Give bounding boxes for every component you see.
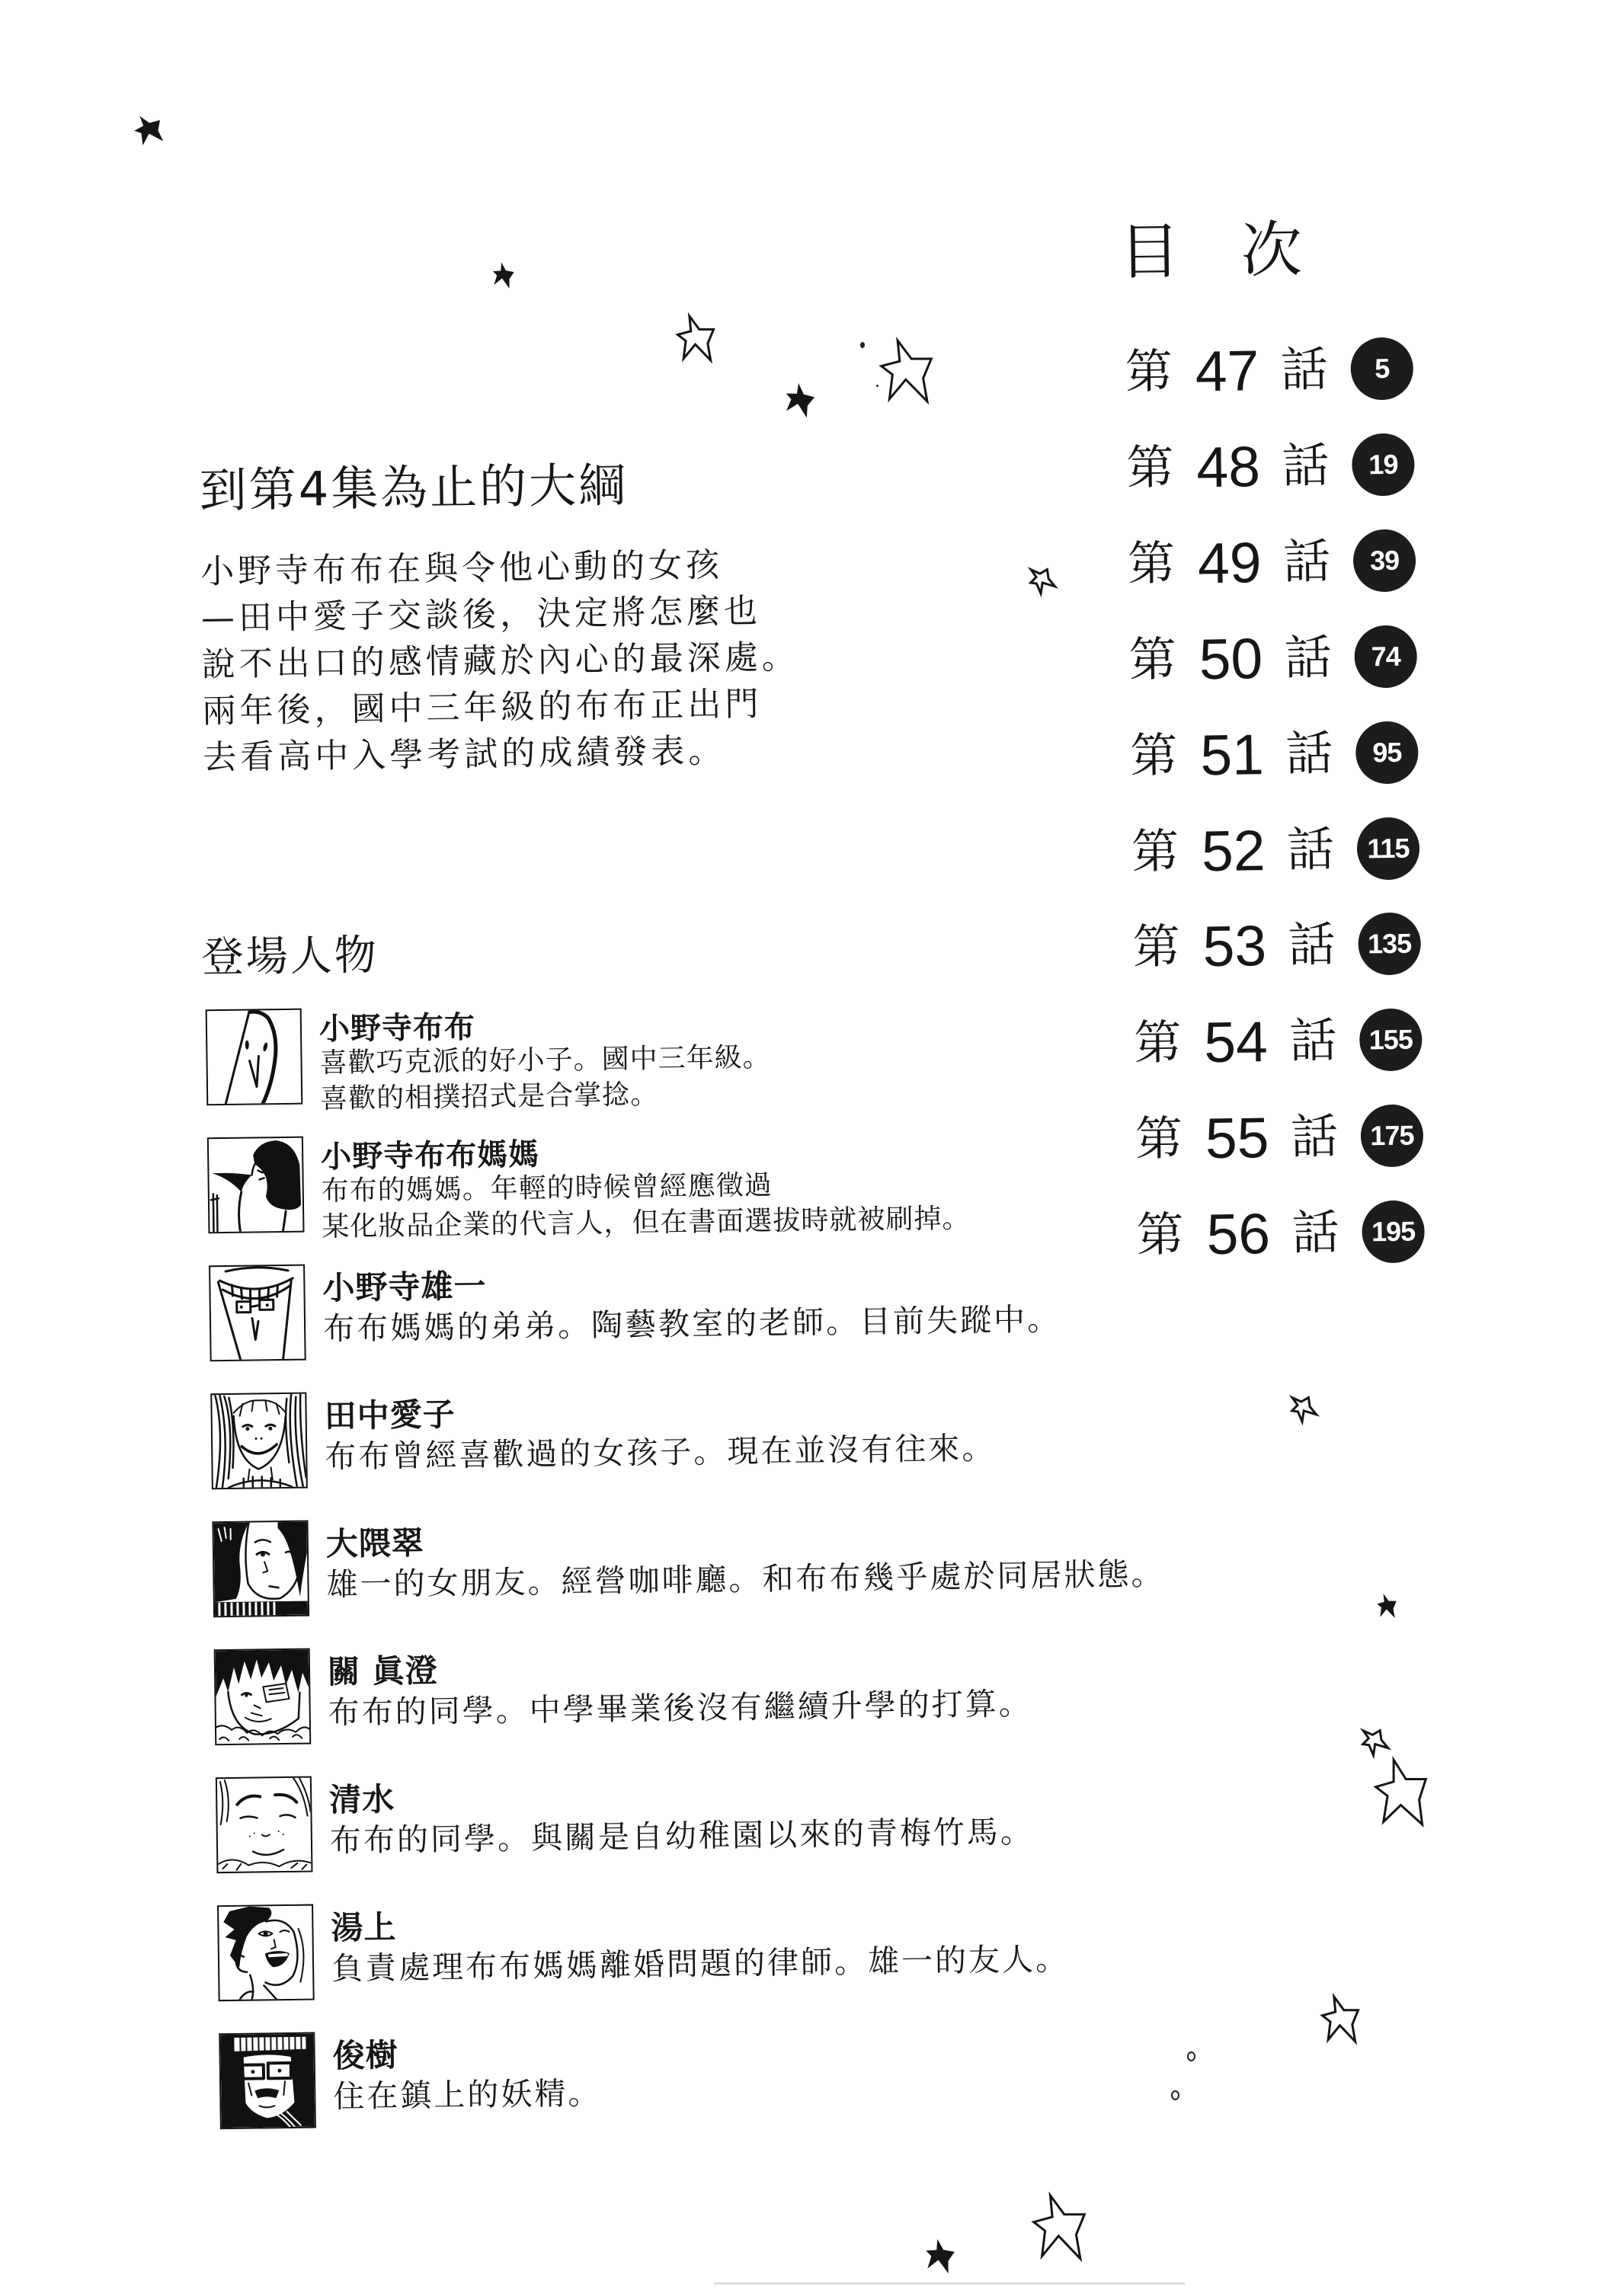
chapter-number: 53	[1202, 913, 1267, 979]
portrait-shimizu	[216, 1776, 313, 1874]
toc-entry	[1117, 334, 1423, 406]
toc-entry	[1119, 430, 1424, 502]
page-number-badge: 74	[1354, 625, 1417, 688]
chapter-prefix: 第	[1131, 823, 1179, 880]
chapter-suffix: 話	[1286, 820, 1335, 878]
page-number-badge: 95	[1355, 721, 1419, 784]
page-number-badge: 115	[1356, 817, 1419, 880]
page-number-badge: 5	[1350, 337, 1413, 400]
character-name: 小野寺布布媽媽	[320, 1137, 540, 1175]
toc-entry	[1127, 1101, 1432, 1173]
page-number-badge: 155	[1359, 1008, 1423, 1071]
chapter-suffix: 話	[1285, 724, 1333, 782]
chapter-number: 54	[1203, 1009, 1269, 1075]
cast-heading: 登場人物	[201, 930, 379, 982]
toc-entry	[1128, 1197, 1434, 1269]
page-number-badge: 19	[1352, 433, 1415, 496]
character-name: 清水	[328, 1780, 395, 1819]
summary-line: —田中愛子交談後，決定將怎麼也	[200, 591, 762, 638]
chapter-suffix: 話	[1291, 1204, 1340, 1261]
character-entry	[214, 1635, 1359, 1757]
character-name: 俊樹	[332, 2036, 398, 2075]
page-number-badge: 175	[1360, 1104, 1423, 1167]
chapter-number: 47	[1195, 338, 1259, 404]
character-name: 田中愛子	[324, 1396, 456, 1435]
chapter-suffix: 話	[1288, 1012, 1337, 1069]
description-line: 布布曾經喜歡過的女孩子。現在並沒有往來。	[325, 1429, 996, 1476]
description-line: 喜歡巧克派的好小子。國中三年級。	[319, 1041, 771, 1079]
chapter-prefix: 第	[1135, 1110, 1183, 1167]
page-number-badge: 135	[1358, 912, 1421, 975]
summary-line: 說不出口的感情藏於內心的最深處。	[201, 638, 799, 685]
character-entry	[210, 1379, 1355, 1501]
page-number-badge: 195	[1362, 1200, 1425, 1263]
chapter-suffix: 話	[1288, 916, 1336, 973]
character-entry	[209, 1251, 1353, 1373]
character-description	[319, 1040, 771, 1118]
portrait-bubu-mother	[207, 1137, 305, 1234]
character-entry	[216, 1763, 1360, 1885]
chapter-number: 51	[1199, 722, 1265, 788]
toc-entry	[1121, 622, 1426, 694]
toc-entry	[1125, 909, 1430, 981]
portrait-toshiki	[219, 2032, 316, 2130]
character-name: 湯上	[331, 1908, 397, 1947]
chapter-number: 55	[1205, 1105, 1269, 1171]
description-line: 某化妝品企業的代言人，但在書面選拔時就被刷掉。	[322, 1203, 971, 1243]
chapter-prefix: 第	[1128, 631, 1177, 688]
character-description	[323, 1300, 1061, 1348]
character-name: 大隈翠	[325, 1524, 425, 1563]
character-entry	[212, 1507, 1356, 1629]
summary-line: 去看高中入學考試的成績發表。	[202, 731, 726, 778]
chapter-number: 48	[1195, 434, 1261, 500]
character-name: 關 眞澄	[327, 1652, 438, 1691]
description-line: 雄一的女朋友。經營咖啡廳。和布布幾乎處於同居狀態。	[326, 1555, 1165, 1604]
character-entry	[217, 1891, 1362, 2013]
page-number-badge: 39	[1353, 529, 1416, 592]
chapter-number: 50	[1199, 626, 1263, 692]
description-line: 住在鎮上的妖精。	[333, 2074, 602, 2115]
toc-entry	[1122, 718, 1428, 790]
chapter-suffix: 話	[1282, 532, 1331, 590]
character-description	[328, 1684, 1032, 1732]
description-line: 布布的同學。中學畢業後沒有繼續升學的打算。	[328, 1685, 1032, 1732]
chapter-suffix: 話	[1281, 436, 1330, 494]
description-line: 布布的同學。與關是自幼稚園以來的青梅竹馬。	[329, 1813, 1035, 1860]
chapter-prefix: 第	[1125, 439, 1174, 496]
chapter-number: 49	[1197, 530, 1263, 596]
portrait-ozumi-midori	[212, 1521, 309, 1618]
chapter-prefix: 第	[1127, 535, 1176, 592]
chapter-suffix: 話	[1290, 1108, 1339, 1165]
portrait-onodera-yuichi	[209, 1265, 306, 1362]
summary-line: 兩年後，國中三年級的布布正出門	[202, 684, 763, 731]
character-entry	[219, 2019, 1363, 2141]
portrait-onodera-bubu	[206, 1009, 303, 1106]
summary-heading: 到第4集為止的大綱	[199, 456, 629, 519]
description-line: 布布的媽媽。年輕的時候曾經應徵過	[321, 1169, 773, 1207]
toc-entry	[1120, 526, 1426, 598]
character-description	[325, 1429, 996, 1476]
chapter-prefix: 第	[1136, 1206, 1185, 1263]
character-description	[333, 2074, 602, 2116]
description-line: 喜歡的相撲招式是合掌捻。	[319, 1079, 659, 1115]
chapter-prefix: 第	[1132, 918, 1181, 975]
portrait-tanaka-aiko	[210, 1393, 308, 1490]
character-name: 小野寺雄一	[322, 1267, 487, 1307]
character-description	[330, 1812, 1035, 1860]
chapter-number: 56	[1206, 1201, 1271, 1267]
chapter-number: 52	[1201, 818, 1266, 884]
toc-entry	[1126, 1005, 1432, 1077]
chapter-suffix: 話	[1284, 628, 1333, 686]
portrait-yugami	[217, 1904, 315, 2002]
chapter-prefix: 第	[1129, 727, 1178, 784]
character-description	[331, 1940, 1070, 1988]
description-line: 布布媽媽的弟弟。陶藝教室的老師。目前失蹤中。	[322, 1300, 1061, 1348]
character-name: 小野寺布布	[318, 1009, 476, 1047]
chapter-prefix: 第	[1125, 343, 1173, 400]
portrait-seki-masumi	[214, 1648, 312, 1746]
character-description	[321, 1165, 970, 1245]
summary-body	[200, 541, 801, 781]
description-line: 負責處理布布媽媽離婚問題的律師。雄一的友人。	[331, 1940, 1070, 1987]
summary-line: 小野寺布布在與令他心動的女孩	[200, 545, 724, 592]
toc-entry	[1123, 814, 1429, 886]
chapter-suffix: 話	[1280, 341, 1329, 398]
chapter-prefix: 第	[1133, 1014, 1182, 1071]
character-description	[326, 1555, 1165, 1604]
toc-title: 目次	[1119, 213, 1364, 288]
